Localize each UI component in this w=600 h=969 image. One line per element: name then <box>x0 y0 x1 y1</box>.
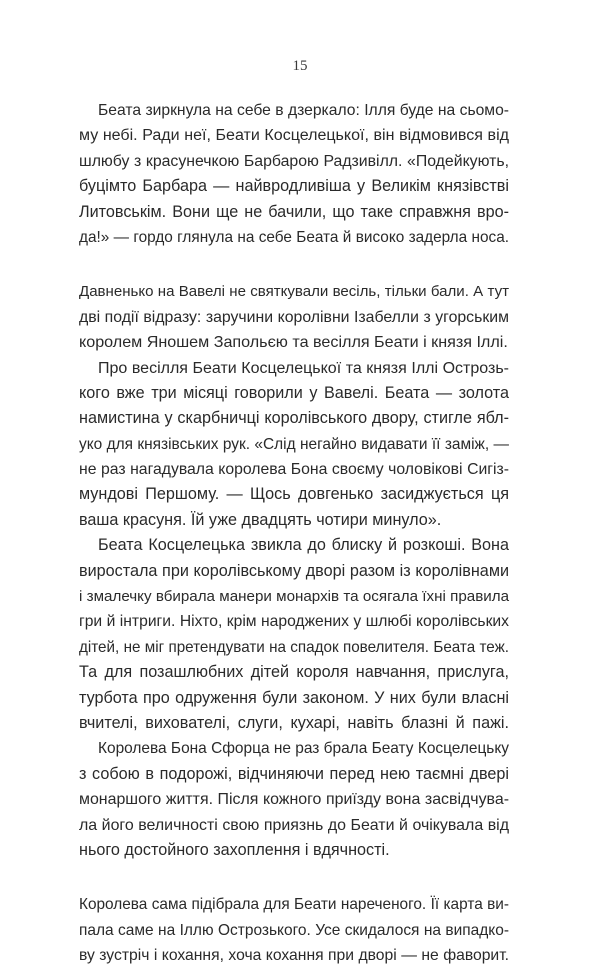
text-line: турбота про одруження були законом. У них були власні <box>79 688 509 707</box>
text-line: буцімто Барбара — найвродливіша у Великім князівстві <box>79 177 509 196</box>
text-line: Королева Бона Сфорца не раз брала Беату Косцелецьку <box>98 740 509 758</box>
text-line: монаршого життя. Після кожного приїзду вона засвідчува- <box>79 791 509 809</box>
paragraph <box>79 892 509 968</box>
text-line: вчителі, вихователі, слуги, кухарі, навіть блазні й пажі. <box>79 713 509 732</box>
text-line: Давненько на Вавелі не святкували весіль, тільки бали. А тут <box>79 283 509 301</box>
text-line: ла його величності свою приязнь до Беати й очікувала від <box>79 816 509 834</box>
text-line: му небі. Ради неї, Беати Косцелецької, він відмовився від <box>79 126 509 145</box>
text-line: дві події відразу: заручини королівни Ізабелли з угорським <box>79 308 509 326</box>
text-line: гри й інтриги. Ніхто, крім народжених у шлюбі королівських <box>79 613 509 631</box>
text-section <box>79 98 509 250</box>
text-line: не раз нагадувала королева Бона своєму чоловікові Сигіз- <box>79 461 509 479</box>
text-line: Литовськім. Вони ще не бачили, що таке справжня вро- <box>79 202 509 221</box>
text-section <box>79 892 509 968</box>
paragraph <box>79 533 509 736</box>
text-line: королем Яношем Запольєю та весілля Беати і князя Іллі. <box>79 333 508 352</box>
page-number: 15 <box>292 58 308 74</box>
text-line: Беата Косцелецька звикла до блиску й розкоші. Вона <box>98 536 509 555</box>
text-line: Та для позашлюбних дітей короля навчання, прислуга, <box>79 663 509 682</box>
text-section <box>79 279 509 863</box>
paragraph <box>79 736 509 863</box>
paragraph <box>79 279 509 355</box>
body-text <box>79 98 509 969</box>
text-line: шлюбу з красунечкою Барбарою Радзивілл. «Подейкують, <box>79 152 509 170</box>
text-line: Про весілля Беати Косцелецької та князя Іллі Острозь- <box>98 359 509 377</box>
text-line: уко для князівських рук. «Слід негайно видавати її заміж, — <box>79 435 509 453</box>
text-line: мундові Першому. — Щось довгенько засиджується ця <box>79 485 509 504</box>
text-line: з собою в подорожі, відчиняючи перед нею таємні двері <box>79 764 509 783</box>
text-line: пала саме на Іллю Острозького. Усе скидалося на випадко- <box>79 921 509 939</box>
text-line: ваша красуня. Їй уже двадцять чотири минуло». <box>79 510 442 529</box>
text-line: ву зустріч і кохання, хоча кохання при дворі — не фаворит. <box>79 947 509 965</box>
text-line: нього достойного захоплення і вдячності. <box>79 840 390 859</box>
text-line: намистина у скарбничці королівського двору, стигле ябл- <box>79 409 509 428</box>
text-line: кого вже три місяці говорили у Вавелі. Беата — золота <box>79 383 509 402</box>
paragraph <box>79 356 509 534</box>
text-line: да!» — гордо глянула на себе Беата й високо задерла носа. <box>79 228 509 246</box>
text-line: Королева сама підібрала для Беати нареченого. Її карта ви- <box>79 896 509 914</box>
text-line: і змалечку вбирала манери монархів та осягала їхні правила <box>79 588 509 606</box>
text-line: виростала при королівському дворі разом із королівнами <box>79 561 509 580</box>
text-line: Беата зиркнула на себе в дзеркало: Ілля буде на сьомо- <box>98 102 509 119</box>
text-line: дітей, не міг претендувати на спадок повелителя. Беата теж. <box>79 638 509 656</box>
paragraph <box>79 98 509 250</box>
